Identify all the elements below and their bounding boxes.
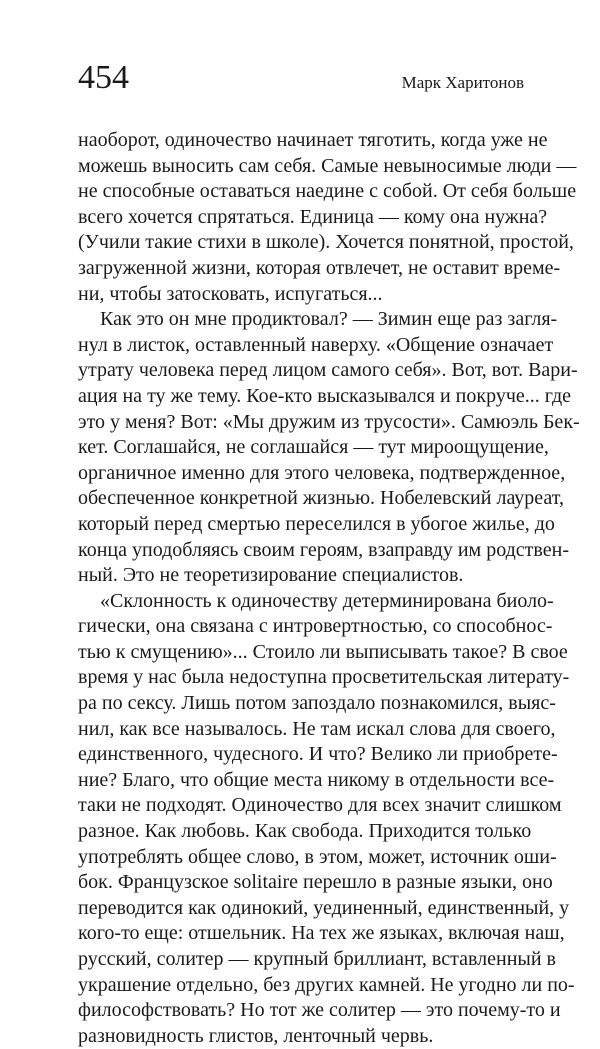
text-line: «Склонность к одиночеству детерминирована биоло- (100, 589, 554, 612)
text-line: (Учили такие стихи в школе). Хочется понятной, простой, (78, 231, 574, 254)
text-line: это у меня? Вот: «Мы дружим из трусости». Самюэль Бек- (78, 410, 580, 433)
text-line: гически, она связана с интровертностью, со способнос- (78, 615, 553, 638)
text-line: не способные оставаться наедине с собой. От себя больше (78, 180, 577, 203)
text-line: который перед смертью переселился в убогое жилье, до (78, 512, 555, 535)
text-line: употреблять общее слово, в этом, может, источник оши- (78, 845, 557, 868)
text-line: украшение отдельно, без других камней. Не угодно ли по- (78, 973, 575, 996)
text-line: Как это он мне продиктовал? — Зимин еще раз загля- (100, 308, 558, 331)
running-head-author: Марк Харитонов (401, 73, 524, 92)
text-line: ние? Благо, что общие места никому в отдельности все- (78, 768, 555, 791)
text-line: ация на ту же тему. Кое-кто высказывался и покруче... где (78, 384, 572, 407)
page-number: 454 (78, 59, 129, 96)
text-line: ра по сексу. Лишь потом запоздало познакомился, выяс- (78, 692, 556, 715)
text-line: тью к смущению»... Стоило ли выписывать такое? В свое (78, 640, 568, 663)
text-line: переводится как одинокий, уединенный, единственный, у (78, 896, 570, 919)
text-line: ный. Это не теоретизирование специалистов. (78, 564, 464, 587)
text-line: загруженной жизни, которая отвлечет, не оставит време- (78, 256, 561, 279)
text-line: русский, солитер — крупный бриллиант, вставленный в (78, 948, 556, 970)
text-line: разновидность глистов, ленточный червь. (78, 1024, 434, 1047)
text-line: время у нас была недоступна просветительская литерату- (78, 666, 570, 689)
body-text (78, 128, 580, 1049)
text-line: конца уподобляясь своим героям, взаправду им родствен- (78, 538, 569, 561)
text-line: нул в листок, оставленный наверху. «Общение означает (78, 333, 554, 356)
text-line: органичное именно для этого человека, подтвержденное, (78, 461, 566, 484)
text-line: кет. Соглашайся, не соглашайся — тут мироощущение, (78, 436, 549, 459)
text-line: философствовать? Но тот же солитер — это почему-то и (78, 999, 561, 1022)
text-line: таки не подходят. Одиночество для всех значит слишком (78, 794, 562, 817)
text-line: нил, как все называлось. Не там искал слова для своего, (78, 717, 556, 740)
text-line: ни, чтобы затосковать, испугаться... (78, 282, 383, 305)
text-line: разное. Как любовь. Как свобода. Приходится только (78, 820, 532, 843)
text-line: утрату человека перед лицом самого себя». Вот, вот. Вари- (78, 359, 578, 382)
text-line: кого-то еще: отшельник. На тех же языках, включая наш, (78, 922, 565, 945)
text-line: наоборот, одиночество начинает тяготить, когда уже не (78, 129, 548, 151)
text-line: всего хочется спрятаться. Единица — кому она нужна? (78, 205, 548, 228)
text-line: можешь выносить сам себя. Самые невыносимые люди — (78, 154, 577, 177)
text-line: единственного, чудесного. И что? Велико ли приобрете- (78, 743, 558, 766)
text-line: бок. Французское solitaire перешло в разные языки, оно (78, 871, 553, 894)
text-line: обеспеченное конкретной жизнью. Нобелевский лауреат, (78, 487, 565, 510)
